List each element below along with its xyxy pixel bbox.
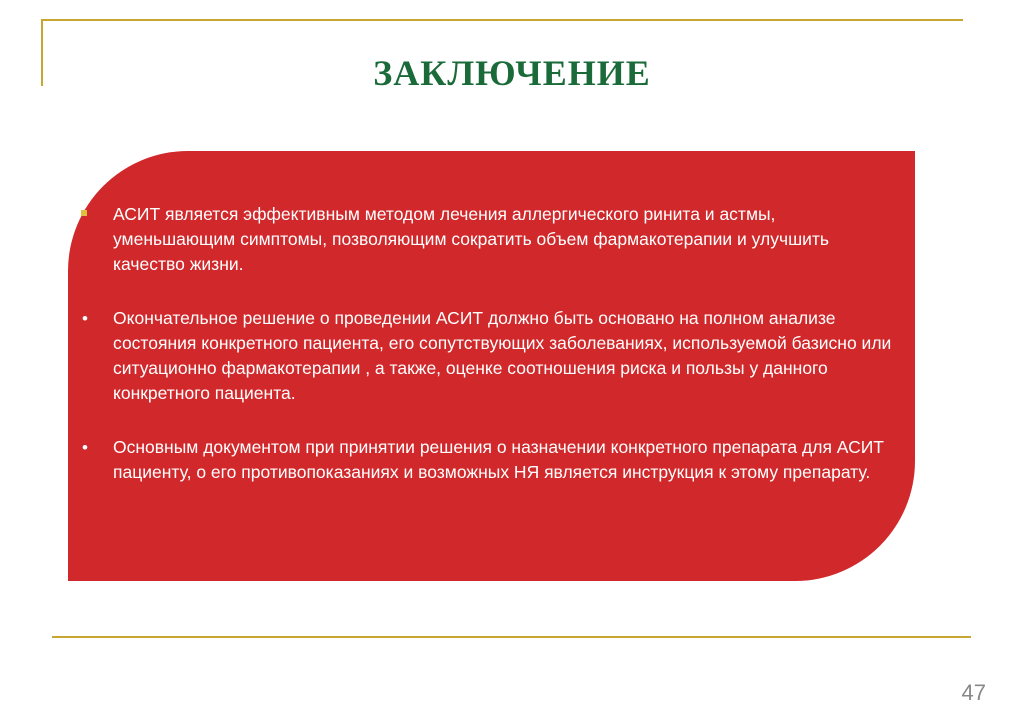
bullet-item-1 [76,202,896,277]
page-number: 47 [961,680,986,705]
frame-bottom-line [52,636,971,638]
bullet-text: Основным документом при принятии решения о назначении конкретного препарата для АСИТ пациенту, о его противопоказаниях и возможных НЯ является инструкция к этому препарату. [113,437,884,482]
slide-title: ЗАКЛЮЧЕНИЕ [373,53,651,93]
frame-top-line [41,19,963,21]
bullet-text: АСИТ является эффективным методом лечения аллергического ринита и астмы, уменьшающим симптомы, позволяющим сократить объем фармакотерапии и улучшить качество жизни. [113,204,830,274]
bullet-item-2: • Окончательное решение о проведении АСИТ должно быть основано на полном анализе состояния конкретного пациента, его сопутствующих заболеваниях, используемой базисно или ситуационно фармакотерапии , а также, оценке соотношения риска и пользы у данного конкретного пациента. [82,308,892,403]
bullet-text: Окончательное решение о проведении АСИТ должно быть основано на полном анализе состояния конкретного пациента, его сопутствующих заболеваниях, используемой базисно или ситуационно фармакотерапии , а также, оценке соотношения риска и пользы у данного конкретного пациента. [113,308,892,403]
bullet-list [76,202,896,485]
bullet-item-3: • Основным документом при принятии решения о назначении конкретного препарата для АСИТ пациенту, о его противопоказаниях и возможных НЯ является инструкция к этому препарату. [82,437,884,482]
